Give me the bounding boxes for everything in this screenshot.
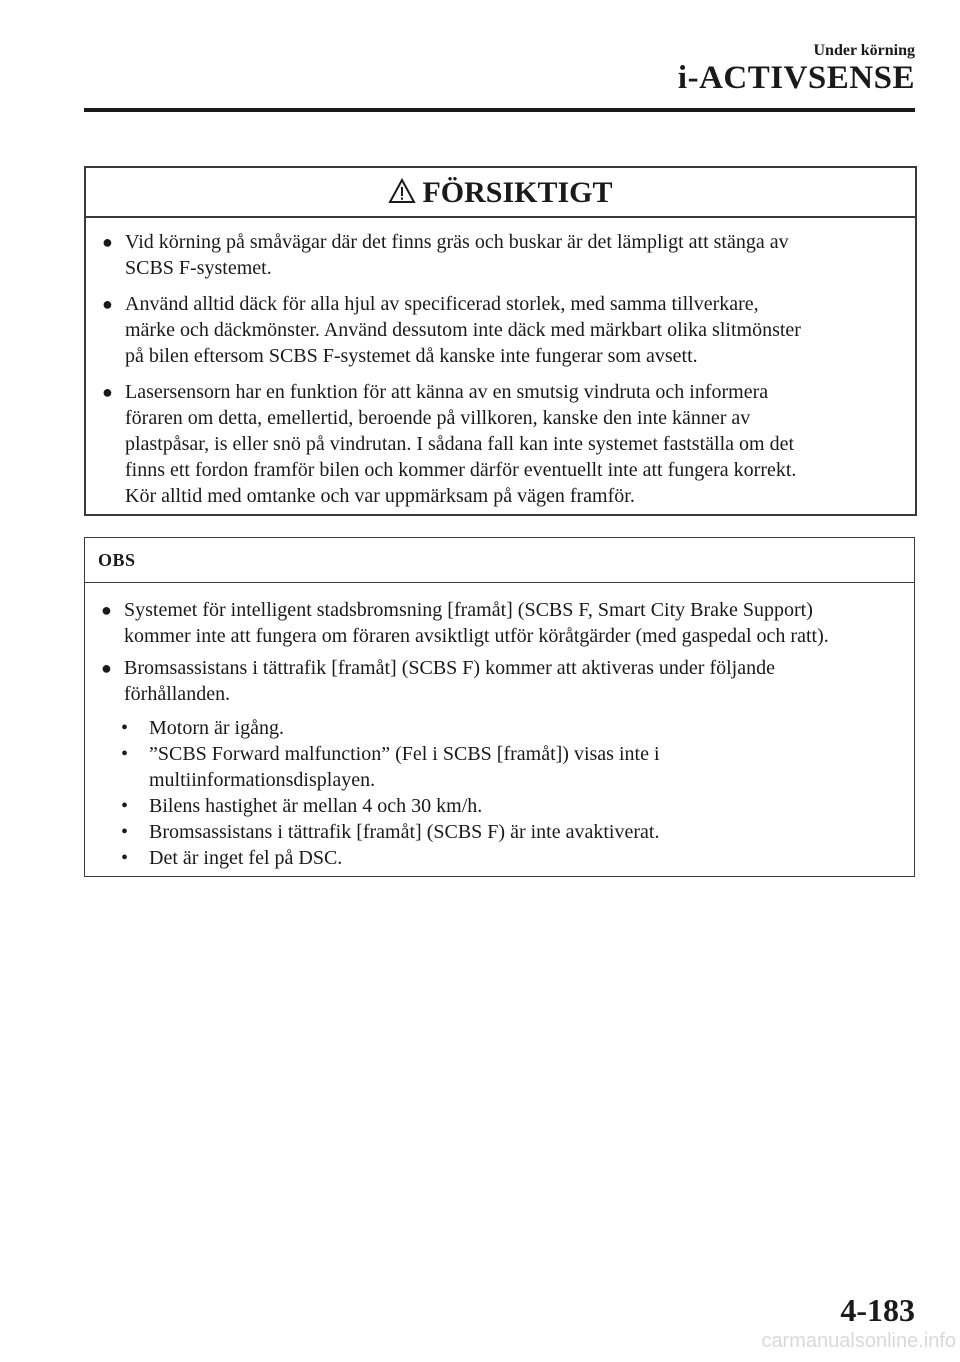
sub-bullet: • [121, 847, 129, 869]
caution-item-text [125, 229, 789, 281]
text-line: multiinformationsdisplayen. [149, 769, 376, 791]
text-line: Använd alltid däck för alla hjul av specificerad storlek, med samma tillverkare, [125, 293, 759, 315]
header-rule [84, 108, 915, 112]
text-line: Motorn är igång. [149, 717, 284, 739]
caution-header [86, 168, 915, 218]
caution-item-text [125, 291, 801, 369]
text-line: Vid körning på småvägar där det finns gräs och buskar är det lämpligt att stänga av [125, 231, 789, 253]
obs-title: OBS [98, 550, 136, 570]
obs-sub-item-text [149, 741, 660, 793]
text-line: Kör alltid med omtanke och var uppmärksam på vägen framför. [125, 485, 635, 507]
page-title: i-ACTIVSENSE [677, 60, 915, 96]
text-line: förhållanden. [124, 683, 231, 705]
text-line: Bromsassistans i tättrafik [framåt] (SCBS F) kommer att aktiveras under följande [124, 657, 775, 679]
watermark: carmanualsonline.info [761, 1330, 956, 1352]
caution-title-text: FÖRSIKTIGT [422, 176, 613, 209]
obs-item-text [124, 655, 775, 707]
warning-triangle-icon [388, 178, 416, 212]
text-line: SCBS F-systemet. [125, 257, 272, 279]
text-line: märke och däckmönster. Använd dessutom inte däck med märkbart olika slitmönster [125, 319, 801, 341]
text-line: på bilen eftersom SCBS F-systemet då kanske inte fungerar som avsett. [125, 345, 698, 367]
text-line: Bilens hastighet är mellan 4 och 30 km/h. [149, 795, 483, 817]
text-line: Bromsassistans i tättrafik [framåt] (SCBS F) är inte avaktiverat. [149, 821, 660, 843]
page-number: 4-183 [840, 1292, 915, 1328]
obs-header [85, 538, 914, 583]
text-line: finns ett fordon framför bilen och kommer därför eventuellt inte att fungera korrekt. [125, 459, 797, 481]
bullet: ● [102, 232, 113, 252]
section-heading: Under körning [813, 42, 915, 59]
obs-box [84, 537, 915, 877]
text-line: plastpåsar, is eller snö på vindrutan. I sådana fall kan inte systemet fastställa om det [125, 433, 795, 455]
caution-title [86, 176, 915, 212]
sub-bullet: • [121, 717, 129, 739]
text-line: Lasersensorn har en funktion för att känna av en smutsig vindruta och informera [125, 381, 769, 403]
text-line: föraren om detta, emellertid, beroende på villkoren, kanske den inte känner av [125, 407, 751, 429]
bullet: ● [101, 600, 112, 620]
text-line: ”SCBS Forward malfunction” (Fel i SCBS [framåt]) visas inte i [149, 743, 660, 765]
text-line: Systemet för intelligent stadsbromsning [framåt] (SCBS F, Smart City Brake Support) [124, 599, 813, 621]
bullet: ● [102, 382, 113, 402]
caution-item-text [125, 379, 796, 509]
bullet: ● [101, 658, 112, 678]
sub-bullet: • [121, 821, 129, 843]
sub-bullet: • [121, 743, 129, 765]
text-line: kommer inte att fungera om föraren avsiktligt utför köråtgärder (med gaspedal och ratt). [124, 625, 829, 647]
text-line: Det är inget fel på DSC. [149, 847, 343, 869]
obs-item-text [124, 597, 829, 649]
sub-bullet: • [121, 795, 129, 817]
bullet: ● [102, 294, 113, 314]
caution-box [84, 166, 917, 516]
